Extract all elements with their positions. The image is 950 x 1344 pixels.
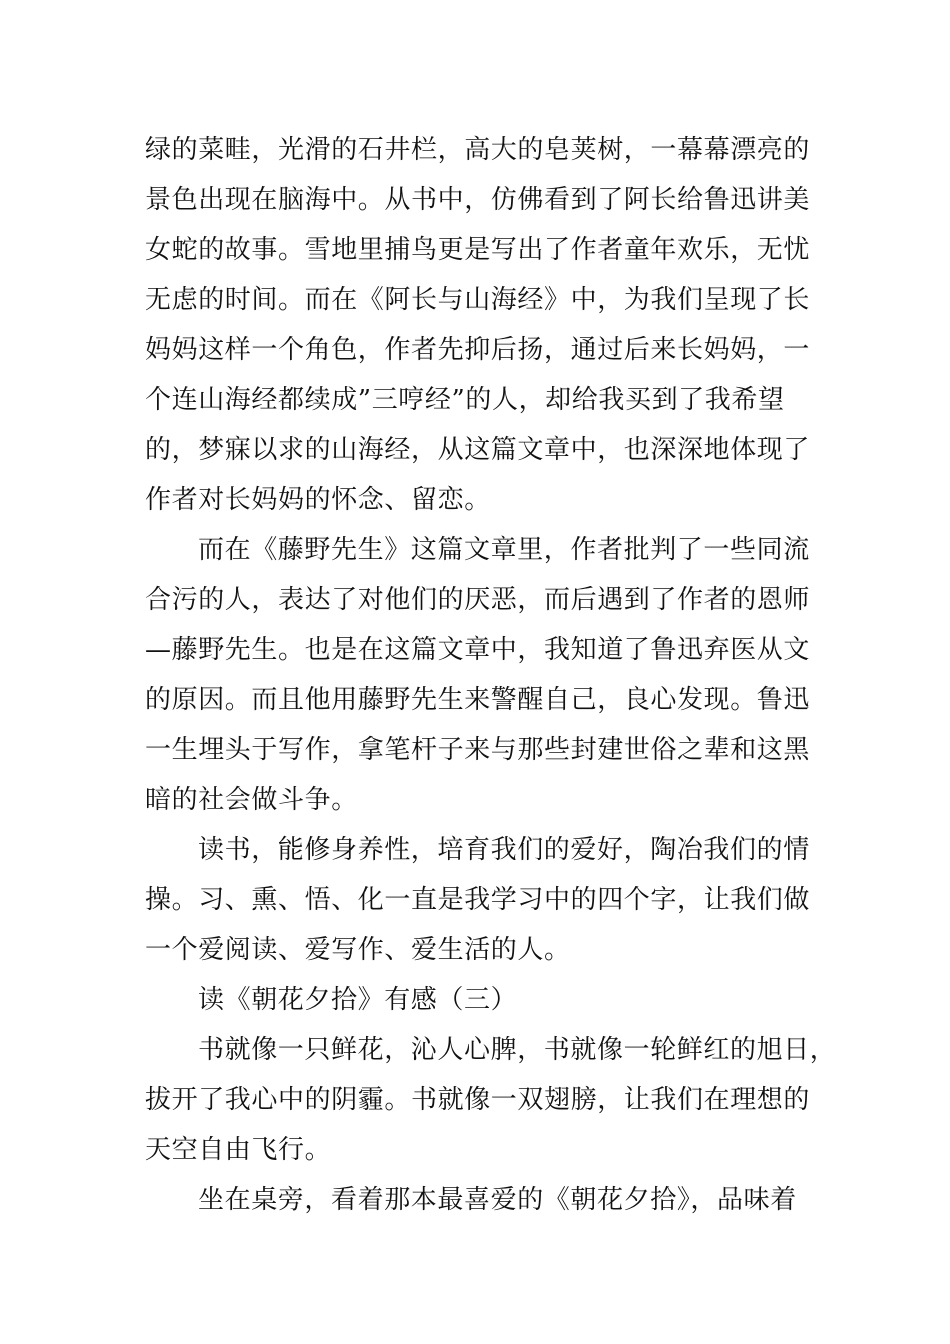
text-line: 作者对长妈妈的怀念、留恋。 bbox=[145, 485, 491, 515]
text-line: —藤野先生。也是在这篇文章中，我知道了鲁迅弃医从文 bbox=[145, 635, 811, 665]
text-line: 操。习、熏、悟、化一直是我学习中的四个字，让我们做 bbox=[145, 885, 811, 915]
paragraph-first-line: 读书，能修身养性，培育我们的爱好，陶冶我们的情 bbox=[198, 835, 810, 865]
text-line: 合污的人，表达了对他们的厌恶，而后遇到了作者的恩师 bbox=[145, 585, 811, 615]
text-line: 妈妈这样一个角色，作者先抑后扬，通过后来长妈妈，一 bbox=[145, 335, 811, 365]
text-line: 的原因。而且他用藤野先生来警醒自己，良心发现。鲁迅 bbox=[145, 685, 811, 715]
text-line: 个连山海经都续成”三哼经”的人，却给我买到了我希望 bbox=[145, 385, 785, 415]
text-line: 一生埋头于写作，拿笔杆子来与那些封建世俗之辈和这黑 bbox=[145, 735, 811, 765]
paragraph-first-line: 而在《藤野先生》这篇文章里，作者批判了一些同流 bbox=[198, 535, 810, 565]
paragraph-first-line: 坐在桌旁，看着那本最喜爱的《朝花夕拾》，品味着 bbox=[198, 1185, 797, 1215]
section-heading: 读《朝花夕拾》有感（三） bbox=[198, 985, 518, 1015]
text-line: 绿的菜畦，光滑的石井栏，高大的皂荚树，一幕幕漂亮的 bbox=[145, 135, 811, 165]
text-line: 景色出现在脑海中。从书中，仿佛看到了阿长给鲁迅讲美 bbox=[145, 185, 811, 215]
text-line: 的，梦寐以求的山海经，从这篇文章中，也深深地体现了 bbox=[145, 435, 811, 465]
text-line: 一个爱阅读、爱写作、爱生活的人。 bbox=[145, 935, 571, 965]
text-line: 女蛇的故事。雪地里捕鸟更是写出了作者童年欢乐，无忧 bbox=[145, 235, 811, 265]
text-line: 无虑的时间。而在《阿长与山海经》中，为我们呈现了长 bbox=[145, 285, 811, 315]
text-line: 天空自由飞行。 bbox=[145, 1135, 332, 1165]
text-line: 拔开了我心中的阴霾。书就像一双翅膀，让我们在理想的 bbox=[145, 1085, 811, 1115]
paragraph-first-line: 书就像一只鲜花，沁人心脾，书就像一轮鲜红的旭日， bbox=[198, 1035, 837, 1065]
text-line: 暗的社会做斗争。 bbox=[145, 785, 358, 815]
